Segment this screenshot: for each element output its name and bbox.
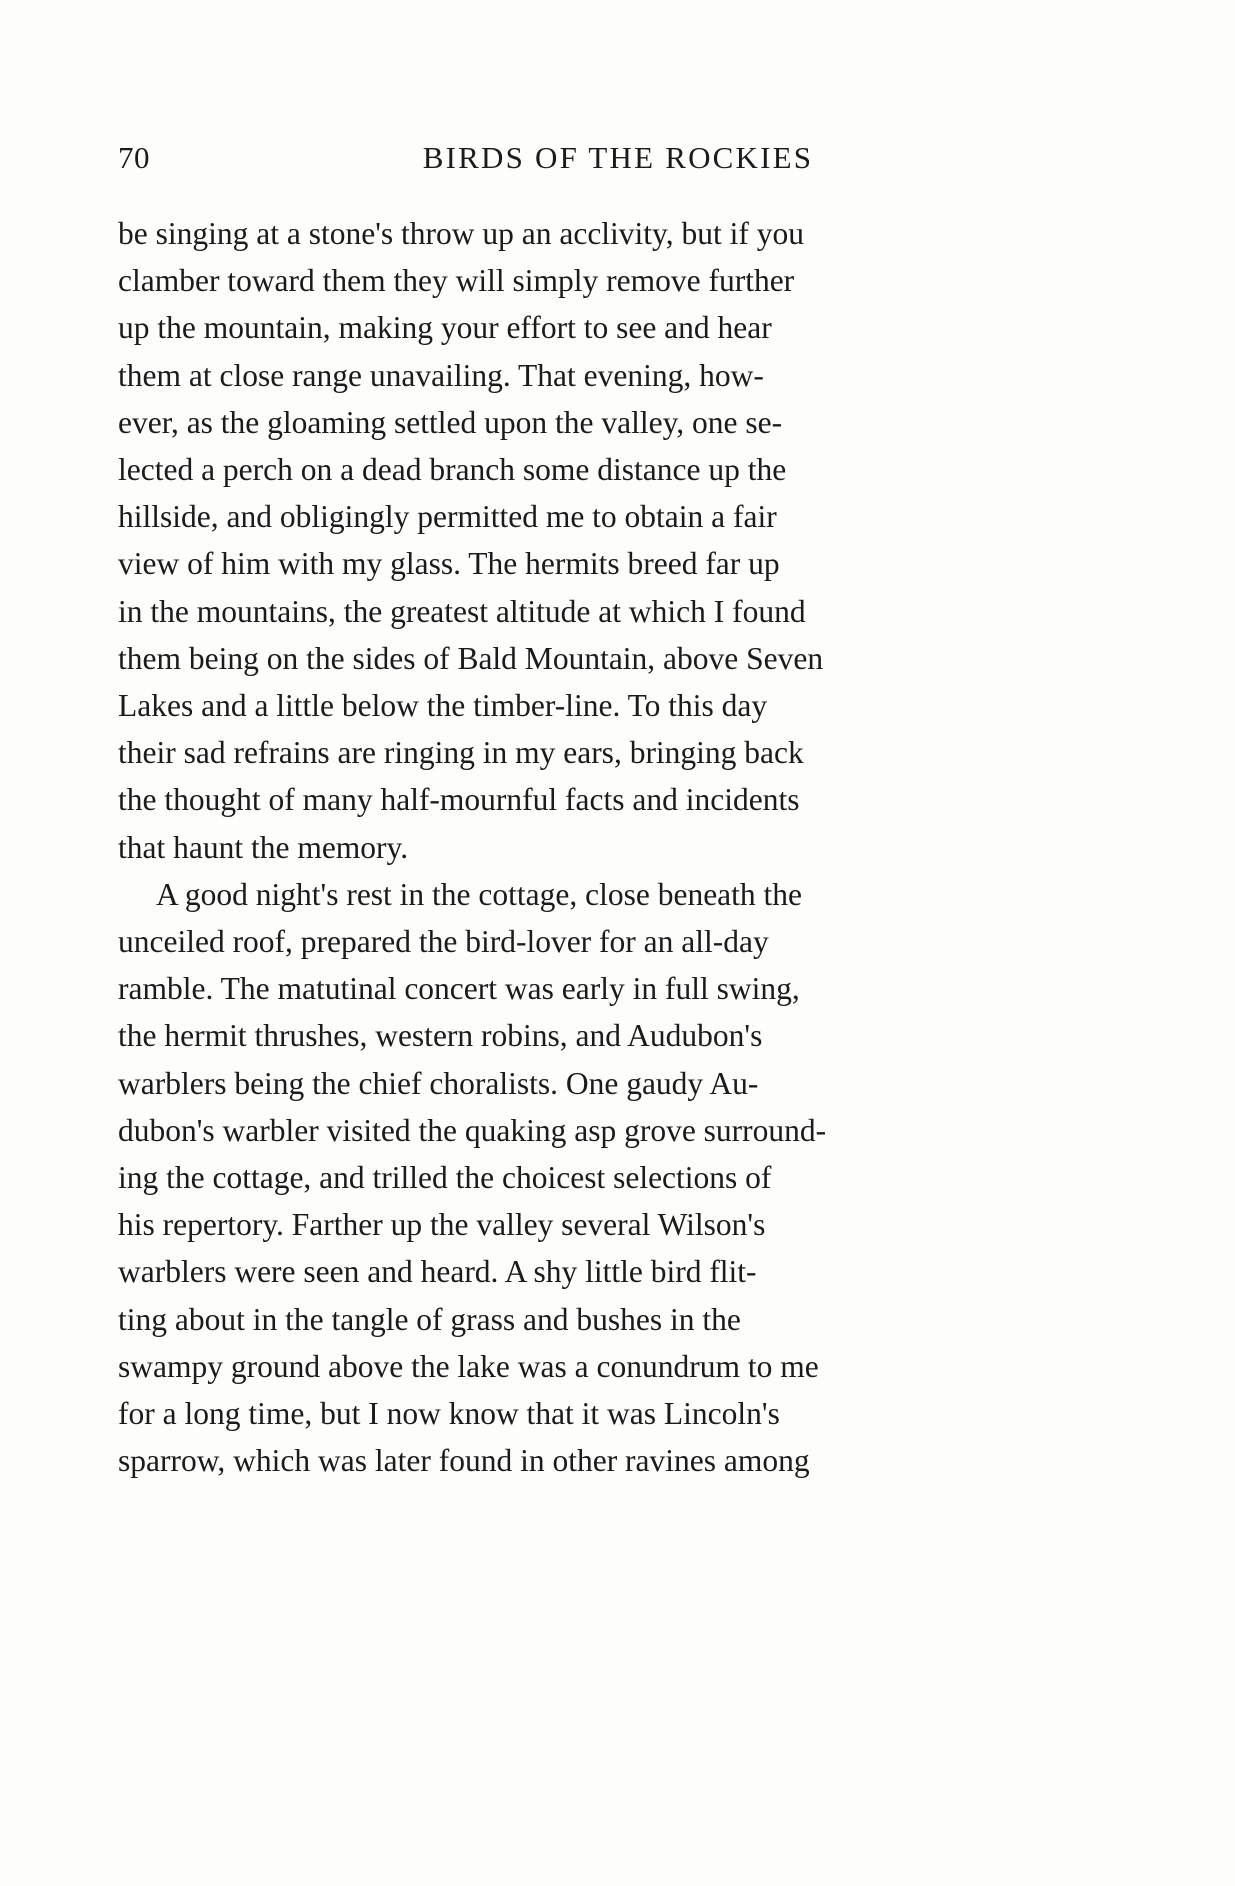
text-line: lected a perch on a dead branch some distance up the — [118, 452, 787, 488]
text-line: warblers were seen and heard. A shy little bird flit- — [118, 1254, 757, 1290]
running-head: BIRDS OF THE ROCKIES — [422, 140, 814, 175]
text-line-content: A good night's rest in the cottage, close beneath the — [156, 876, 803, 912]
text-line: the thought of many half-mournful facts and incidents — [118, 782, 800, 818]
text-line: them being on the sides of Bald Mountain, above Seven — [118, 640, 824, 676]
text-line: ever, as the gloaming settled upon the valley, one se- — [118, 404, 783, 440]
text-line: that haunt the memory. — [118, 829, 409, 865]
paragraph-1 — [118, 210, 1118, 871]
text-line: in the mountains, the greatest altitude at which I found — [118, 593, 806, 629]
text-line: Lakes and a little below the timber-line. To this day — [118, 688, 768, 724]
text-line: them at close range unavailing. That evening, how- — [118, 357, 764, 393]
text-line: unceiled roof, prepared the bird-lover for an all-day — [118, 924, 769, 960]
paragraph-2 — [118, 871, 1118, 1485]
text-line: dubon's warbler visited the quaking asp grove surround- — [118, 1112, 827, 1148]
text-line: swampy ground above the lake was a conundrum to me — [118, 1348, 819, 1384]
body-text — [118, 210, 1118, 1484]
text-line: view of him with my glass. The hermits breed far up — [118, 546, 780, 582]
text-line: their sad refrains are ringing in my ears, bringing back — [118, 735, 804, 771]
page-number: 70 — [118, 140, 150, 175]
text-line: clamber toward them they will simply remove further — [118, 263, 795, 299]
text-line: be singing at a stone's throw up an acclivity, but if you — [118, 216, 805, 251]
text-line: the hermit thrushes, western robins, and Audubon's — [118, 1018, 763, 1054]
text-line: ing the cottage, and trilled the choicest selections of — [118, 1160, 772, 1196]
text-line — [118, 871, 1118, 918]
text-line: up the mountain, making your effort to see and hear — [118, 310, 772, 346]
text-line: hillside, and obligingly permitted me to obtain a fair — [118, 499, 777, 535]
page-header — [118, 140, 1118, 188]
text-line: his repertory. Farther up the valley several Wilson's — [118, 1207, 766, 1243]
text-line: ramble. The matutinal concert was early in full swing, — [118, 971, 800, 1007]
text-line: for a long time, but I now know that it was Lincoln's — [118, 1396, 780, 1432]
text-line: ting about in the tangle of grass and bushes in the — [118, 1301, 741, 1337]
text-line: sparrow, which was later found in other ravines among — [118, 1443, 810, 1479]
text-line: warblers being the chief choralists. One gaudy Au- — [118, 1065, 759, 1101]
